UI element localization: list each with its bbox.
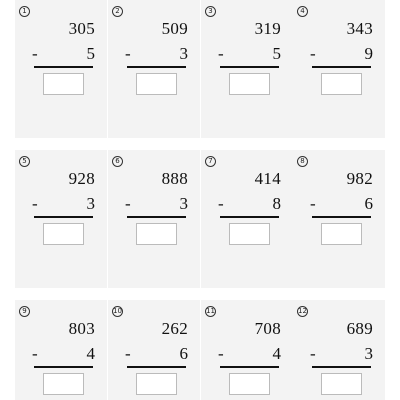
problem-number: 4 (297, 6, 308, 17)
minus-sign: - (310, 344, 316, 363)
problem-card (15, 300, 107, 400)
subtrahend: 6 (364, 194, 373, 213)
minuend: 982 (346, 169, 373, 188)
minuend: 305 (68, 19, 95, 38)
problem-number: 8 (297, 156, 308, 167)
answer-box[interactable] (136, 73, 177, 95)
minuend: 414 (254, 169, 281, 188)
minus-sign: - (218, 44, 224, 63)
problem-card (201, 0, 293, 138)
subtrahend: 8 (272, 194, 281, 213)
sum-line (34, 66, 93, 68)
subtrahend: 3 (179, 194, 188, 213)
answer-box[interactable] (229, 223, 270, 245)
sum-line (34, 216, 93, 218)
minus-sign: - (125, 44, 131, 63)
problem-number: 2 (112, 6, 123, 17)
problem-card (293, 300, 385, 400)
minuend: 888 (161, 169, 188, 188)
problem-number: 7 (205, 156, 216, 167)
problem-number: 10 (113, 307, 122, 315)
sum-line (312, 216, 371, 218)
sum-line (312, 66, 371, 68)
minus-sign: - (32, 344, 38, 363)
sum-line (34, 366, 93, 368)
sum-line (127, 366, 186, 368)
problem-card (201, 150, 293, 288)
sum-line (220, 366, 279, 368)
answer-box[interactable] (136, 373, 177, 395)
subtrahend: 6 (179, 344, 188, 363)
answer-box[interactable] (43, 373, 84, 395)
minus-sign: - (32, 44, 38, 63)
answer-box[interactable] (229, 73, 270, 95)
subtrahend: 9 (364, 44, 373, 63)
problem-number: 6 (112, 156, 123, 167)
problem-number: 3 (205, 6, 216, 17)
answer-box[interactable] (43, 73, 84, 95)
minus-sign: - (218, 194, 224, 213)
sum-line (127, 216, 186, 218)
minuend: 803 (68, 319, 95, 338)
minuend: 708 (254, 319, 281, 338)
minus-sign: - (310, 194, 316, 213)
problem-number: 5 (19, 156, 30, 167)
sum-line (127, 66, 186, 68)
minus-sign: - (310, 44, 316, 63)
answer-box[interactable] (321, 223, 362, 245)
minuend: 689 (346, 319, 373, 338)
minus-sign: - (218, 344, 224, 363)
minus-sign: - (125, 194, 131, 213)
answer-box[interactable] (321, 373, 362, 395)
sum-line (220, 66, 279, 68)
problem-card (15, 0, 107, 138)
subtrahend: 4 (86, 344, 95, 363)
answer-box[interactable] (229, 373, 270, 395)
problem-number: 1 (19, 6, 30, 17)
subtrahend: 3 (86, 194, 95, 213)
problem-card (108, 0, 200, 138)
problem-number: 12 (298, 307, 307, 315)
sum-line (312, 366, 371, 368)
minuend: 343 (346, 19, 373, 38)
problem-card (293, 150, 385, 288)
problem-card (201, 300, 293, 400)
minus-sign: - (32, 194, 38, 213)
answer-box[interactable] (321, 73, 362, 95)
problem-card (108, 300, 200, 400)
problem-number: 9 (19, 306, 30, 317)
minuend: 928 (68, 169, 95, 188)
subtrahend: 3 (364, 344, 373, 363)
subtrahend: 4 (272, 344, 281, 363)
subtrahend: 3 (179, 44, 188, 63)
answer-box[interactable] (136, 223, 177, 245)
minuend: 509 (161, 19, 188, 38)
minuend: 262 (161, 319, 188, 338)
minuend: 319 (254, 19, 281, 38)
subtrahend: 5 (86, 44, 95, 63)
problem-card (293, 0, 385, 138)
sum-line (220, 216, 279, 218)
subtrahend: 5 (272, 44, 281, 63)
answer-box[interactable] (43, 223, 84, 245)
problem-number: 11 (206, 307, 215, 315)
problem-card (108, 150, 200, 288)
problem-card (15, 150, 107, 288)
minus-sign: - (125, 344, 131, 363)
